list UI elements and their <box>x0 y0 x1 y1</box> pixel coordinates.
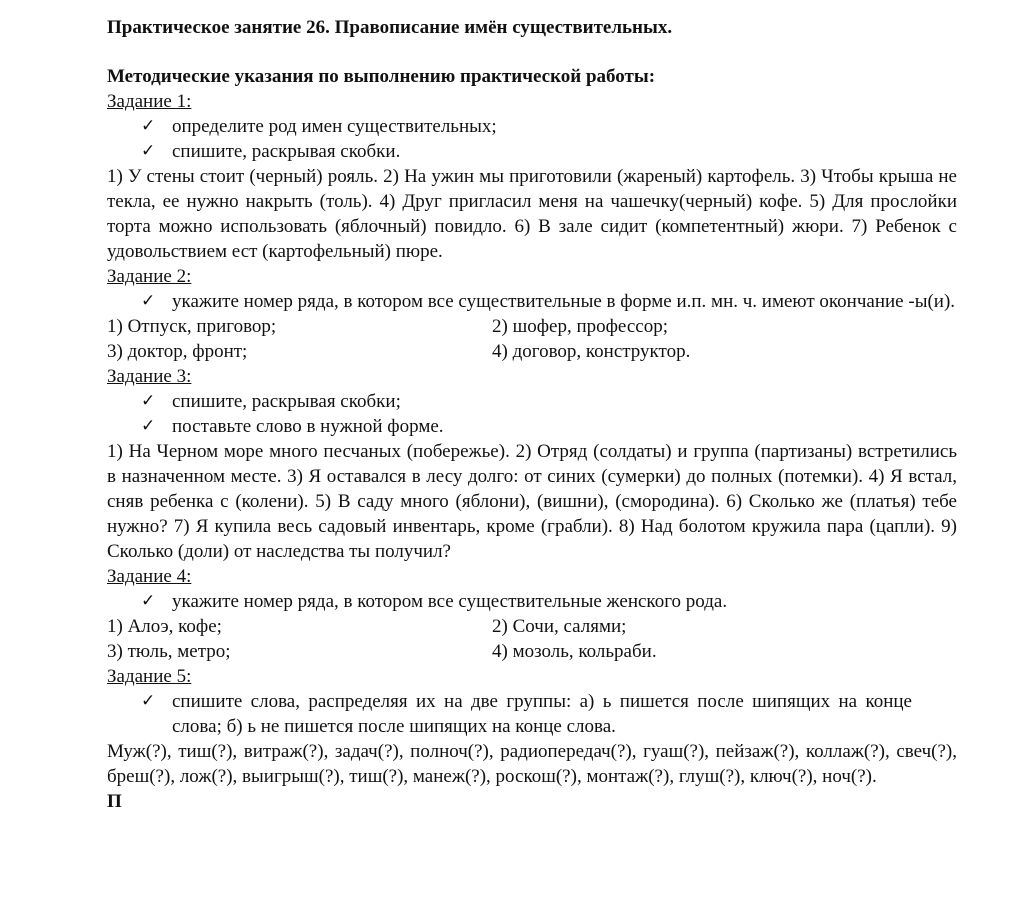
task-1-text: 1) У стены стоит (черный) рояль. 2) На ужин мы приготовили (жареный) картофель. 3) Чтобы крыша не текла, ее нужно накрыть (толь). 4) Друг пригласил меня на чашечку(черный) кофе. 5) Для прослойки торта можно использовать (яблочный) повидло. 6) В зале сидит (компетентный) жюри. 7) Ребенок с удовольствием ест (картофельный) пюре. <box>107 166 957 262</box>
task-4-options-row-2 <box>107 639 957 664</box>
task-4-check-1: ✓ укажите номер ряда, в котором все существительные женского рода. <box>141 591 728 612</box>
task-4-options-row-1 <box>107 614 957 639</box>
option: 1) Алоэ, кофе; <box>107 616 222 637</box>
task-5-label: Задание 5: <box>107 666 192 687</box>
cut-off-line: П <box>107 791 122 812</box>
section-heading: Методические указания по выполнению практической работы: <box>107 66 656 87</box>
task-2-options-row-2 <box>107 339 957 364</box>
task-2-check-1: ✓ укажите номер ряда, в котором все существительные в форме и.п. мн. ч. имеют окончание -ы(и). <box>141 291 956 312</box>
option: 2) шофер, профессор; <box>492 316 668 337</box>
checkmark-icon: ✓ <box>141 116 156 136</box>
task-1-label: Задание 1: <box>107 91 192 112</box>
checkmark-icon: ✓ <box>141 416 156 436</box>
task-3-label: Задание 3: <box>107 366 192 387</box>
task-2-label: Задание 2: <box>107 266 192 287</box>
task-4-label: Задание 4: <box>107 566 192 587</box>
spacer <box>107 40 957 64</box>
checkmark-icon: ✓ <box>141 291 156 311</box>
task-3-check-1: ✓ спишите, раскрывая скобки; <box>141 391 401 412</box>
task-1-check-1: ✓ определите род имен существительных; <box>141 116 497 137</box>
task-5-text: Муж(?), тиш(?), витраж(?), задач(?), полноч(?), радиопередач(?), гуаш(?), пейзаж(?), коллаж(?), свеч(?), бреш(?), лож(?), выигрыш(?), тиш(?), манеж(?), роскош(?), монтаж(?), глуш(?), ключ(?), ноч(?). <box>107 741 957 787</box>
task-2-options-row-1 <box>107 314 957 339</box>
option: 4) договор, конструктор. <box>492 341 691 362</box>
option: 2) Сочи, салями; <box>492 616 627 637</box>
checkmark-icon: ✓ <box>141 691 156 711</box>
checkmark-icon: ✓ <box>141 141 156 161</box>
task-3-text: 1) На Черном море много песчаных (побережье). 2) Отряд (солдаты) и группа (партизаны) встретились в назначенном месте. 3) Я оставался в лесу долго: от синих (сумерки) до полных (потемки). 4) Я встал, сняв ребенка с (колени). 5) В саду много (яблони), (вишни), (смородина). 6) Сколько же (платья) тебе нужно? 7) Я купила весь садовый инвентарь, кроме (грабли). 8) Над болотом кружила пара (цапли). 9) Сколько (доли) от наследства ты получил? <box>107 441 957 562</box>
page-title: Практическое занятие 26. Правописание имён существительных. <box>107 17 673 38</box>
option: 4) мозоль, кольраби. <box>492 641 657 662</box>
task-5-check-1: ✓ спишите слова, распределяя их на две группы: а) ь пишется после шипящих на конце слова; б) ь не пишется после шипящих на конце слова. <box>141 691 912 737</box>
checkmark-icon: ✓ <box>141 391 156 411</box>
checkmark-icon: ✓ <box>141 591 156 611</box>
task-3-check-2: ✓ поставьте слово в нужной форме. <box>141 416 444 437</box>
task-1-check-2: ✓ спишите, раскрывая скобки. <box>141 141 401 162</box>
option: 1) Отпуск, приговор; <box>107 316 277 337</box>
option: 3) доктор, фронт; <box>107 341 248 362</box>
document-page <box>107 15 957 812</box>
option: 3) тюль, метро; <box>107 641 231 662</box>
